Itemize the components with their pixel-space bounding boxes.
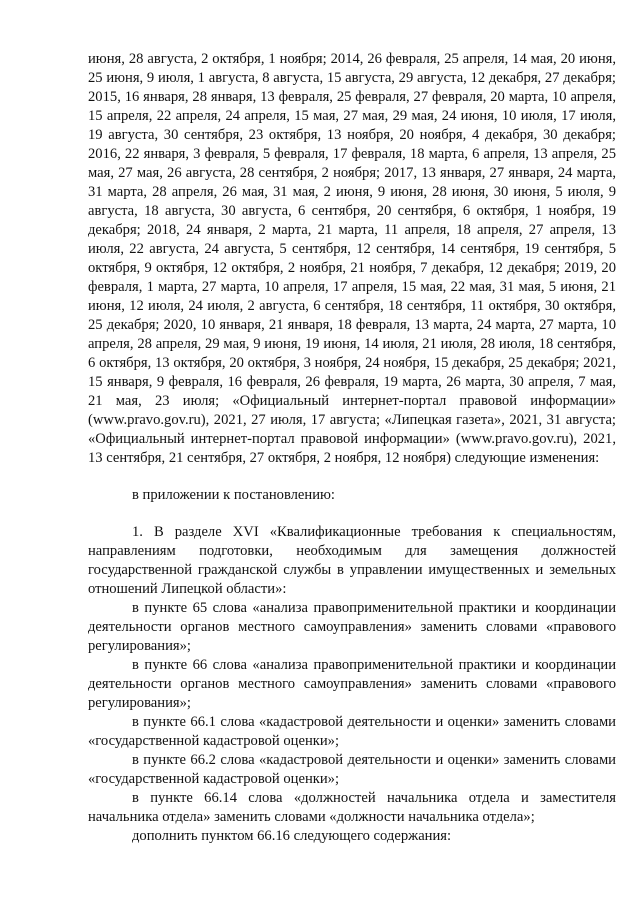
paragraph-spacer — [88, 468, 616, 486]
paragraph-item-66-1: в пункте 66.1 слова «кадастровой деятельности и оценки» заменить словами «государственной кадастровой оценки»; — [88, 714, 616, 749]
paragraph-amendment-sources: июня, 28 августа, 2 октября, 1 ноября; 2014, 26 февраля, 25 апреля, 14 мая, 20 июня, 25 июня, 9 июля, 1 августа, 8 августа, 15 августа, 29 августа, 12 декабря, 27 декабря; 2015, 16 января, 28 января, 13 февраля, 25 февраля, 27 февраля, 20 марта, 10 апреля, 15 апреля, 22 апреля, 24 апреля, 15 мая, 27 мая, 29 мая, 24 июня, 10 июля, 17 июля, 19 августа, 30 сентября, 23 октября, 13 ноября, 20 ноября, 4 декабря, 30 декабря; 2016, 22 января, 3 февраля, 5 февраля, 17 февраля, 18 марта, 6 апреля, 13 апреля, 25 мая, 27 мая, 26 августа, 28 сентября, 2 ноября; 2017, 13 января, 27 января, 24 марта, 31 марта, 28 апреля, 26 мая, 31 мая, 2 июня, 9 июня, 28 июня, 30 июня, 5 июля, 9 августа, 18 августа, 30 августа, 6 сентября, 20 сентября, 6 октября, 1 ноября, 19 декабря; 2018, 24 января, 2 марта, 21 марта, 11 апреля, 18 апреля, 27 апреля, 13 июля, 22 августа, 24 августа, 5 сентября, 12 сентября, 14 сентября, 19 сентября, 5 октября, 9 октября, 12 октября, 2 ноября, 21 ноября, 7 декабря, 12 декабря; 2019, 20 февраля, 1 марта, 27 марта, 10 апреля, 17 апреля, 15 мая, 22 мая, 31 мая, 5 июня, 21 июня, 12 июля, 24 июля, 2 августа, 6 сентября, 18 сентября, 11 октября, 30 октября, 25 декабря; 2020, 10 января, 21 января, 18 февраля, 13 марта, 24 марта, 27 марта, 10 апреля, 28 апреля, 29 мая, 9 июня, 19 июня, 14 июля, 21 июля, 28 июля, 18 сентября, 6 октября, 13 октября, 20 октября, 3 ноября, 24 ноября, 15 декабря, 25 декабря; 2021, 15 января, 9 февраля, 16 февраля, 26 февраля, 19 марта, 26 марта, 30 апреля, 7 мая, 21 мая, 23 июля; «Официальный интернет-портал правовой информации» (www.pravo.gov.ru), 2021, 27 июля, 17 августа; «Липецкая газета», 2021, 31 августа; «Официальный интернет-портал правовой информации» (www.pravo.gov.ru), 2021, 13 сентября, 21 сентября, 27 октября, 2 ноября, 12 ноября) следующие изменения: — [88, 51, 616, 466]
paragraph-item-66-14: в пункте 66.14 слова «должностей начальника отдела и заместителя начальника отдела» заменить словами «должности начальника отдела»; — [88, 790, 616, 825]
paragraph-item-66: в пункте 66 слова «анализа правоприменительной практики и координации деятельности органов местного самоуправления» заменить словами «правового регулирования»; — [88, 657, 616, 711]
paragraph-item-65: в пункте 65 слова «анализа правоприменительной практики и координации деятельности органов местного самоуправления» заменить словами «правового регулирования»; — [88, 600, 616, 654]
paragraph-appendix-intro: в приложении к постановлению: — [132, 487, 335, 503]
paragraph-spacer — [88, 505, 616, 523]
paragraph-section-xvi: 1. В разделе XVI «Квалификационные требования к специальностям, направлениям подготовки, необходимым для замещения должностей государственной гражданской службы в управлении имущественных и земельных отношений Липецкой области»: — [88, 524, 616, 597]
paragraph-item-66-2: в пункте 66.2 слова «кадастровой деятельности и оценки» заменить словами «государственной кадастровой оценки»; — [88, 752, 616, 787]
paragraph-item-66-16: дополнить пунктом 66.16 следующего содержания: — [132, 828, 452, 844]
